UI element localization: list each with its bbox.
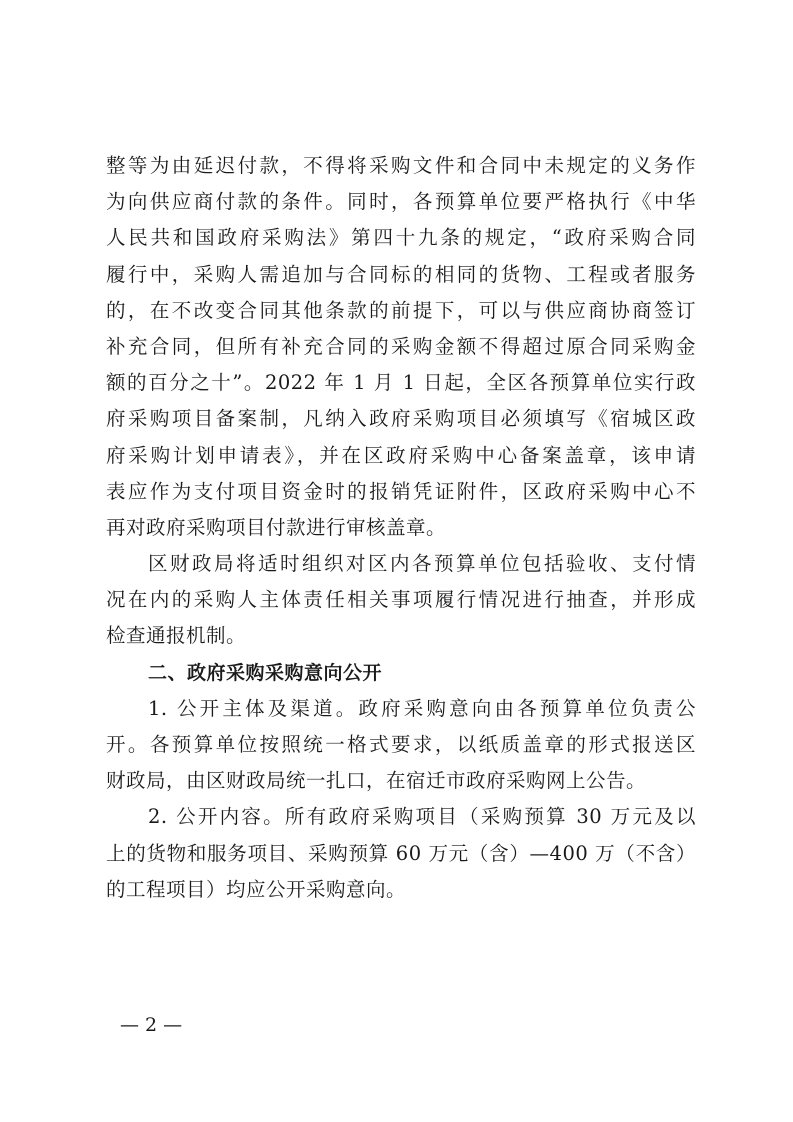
paragraph-line: 的工程项目）均应公开采购意向。 (106, 877, 407, 901)
paragraph-line: 况在内的采购人主体责任相关事项履行情况进行抽查，并形成 (106, 588, 696, 612)
paragraph-line: 的，在不改变合同其他条款的前提下，可以与供应商协商签订 (106, 298, 696, 322)
paragraph-line: 额的百分之十”。2022 年 1 月 1 日起，全区各预算单位实行政 (106, 371, 696, 395)
paragraph-line: 1. 公开主体及渠道。政府采购意向由各预算单位负责公 (148, 696, 696, 720)
paragraph-line: 整等为由延迟付款，不得将采购文件和合同中未规定的义务作 (106, 154, 696, 177)
paragraph-line: 表应作为支付项目资金时的报销凭证附件，区政府采购中心不 (106, 479, 696, 503)
paragraph-line: 履行中，采购人需追加与合同标的相同的货物、工程或者服务 (106, 262, 696, 286)
paragraph-line: 补充合同，但所有补充合同的采购金额不得超过原合同采购金 (106, 334, 696, 358)
document-body (106, 148, 696, 908)
paragraph-line: 开。各预算单位按照统一格式要求，以纸质盖章的形式报送区 (106, 733, 696, 756)
paragraph-line: 再对政府采购项目付款进行审核盖章。 (106, 515, 447, 539)
paragraph-line: 检查通报机制。 (106, 624, 247, 648)
paragraph-line: 人民共和国政府采购法》第四十九条的规定，“政府采购合同 (106, 226, 696, 250)
paragraph-line: 上的货物和服务项目、采购预算 60 万元（含）—400 万（不含） (106, 841, 696, 865)
paragraph-line: 财政局，由区财政局统一扎口，在宿迁市政府采购网上公告。 (106, 769, 647, 793)
section-heading: 二、政府采购采购意向公开 (148, 661, 383, 684)
paragraph-line: 府采购计划申请表》，并在区政府采购中心备案盖章，该申请 (106, 443, 696, 467)
paragraph-line: 府采购项目备案制，凡纳入政府采购项目必须填写《宿城区政 (106, 407, 696, 431)
paragraph-line: 区财政局将适时组织对区内各预算单位包括验收、支付情 (148, 552, 696, 576)
page-number: — 2 — (120, 1014, 183, 1036)
paragraph-line: 2. 公开内容。所有政府采购项目（采购预算 30 万元及以 (148, 805, 696, 829)
paragraph-line: 为向供应商付款的条件。同时，各预算单位要严格执行《中华 (106, 190, 696, 214)
